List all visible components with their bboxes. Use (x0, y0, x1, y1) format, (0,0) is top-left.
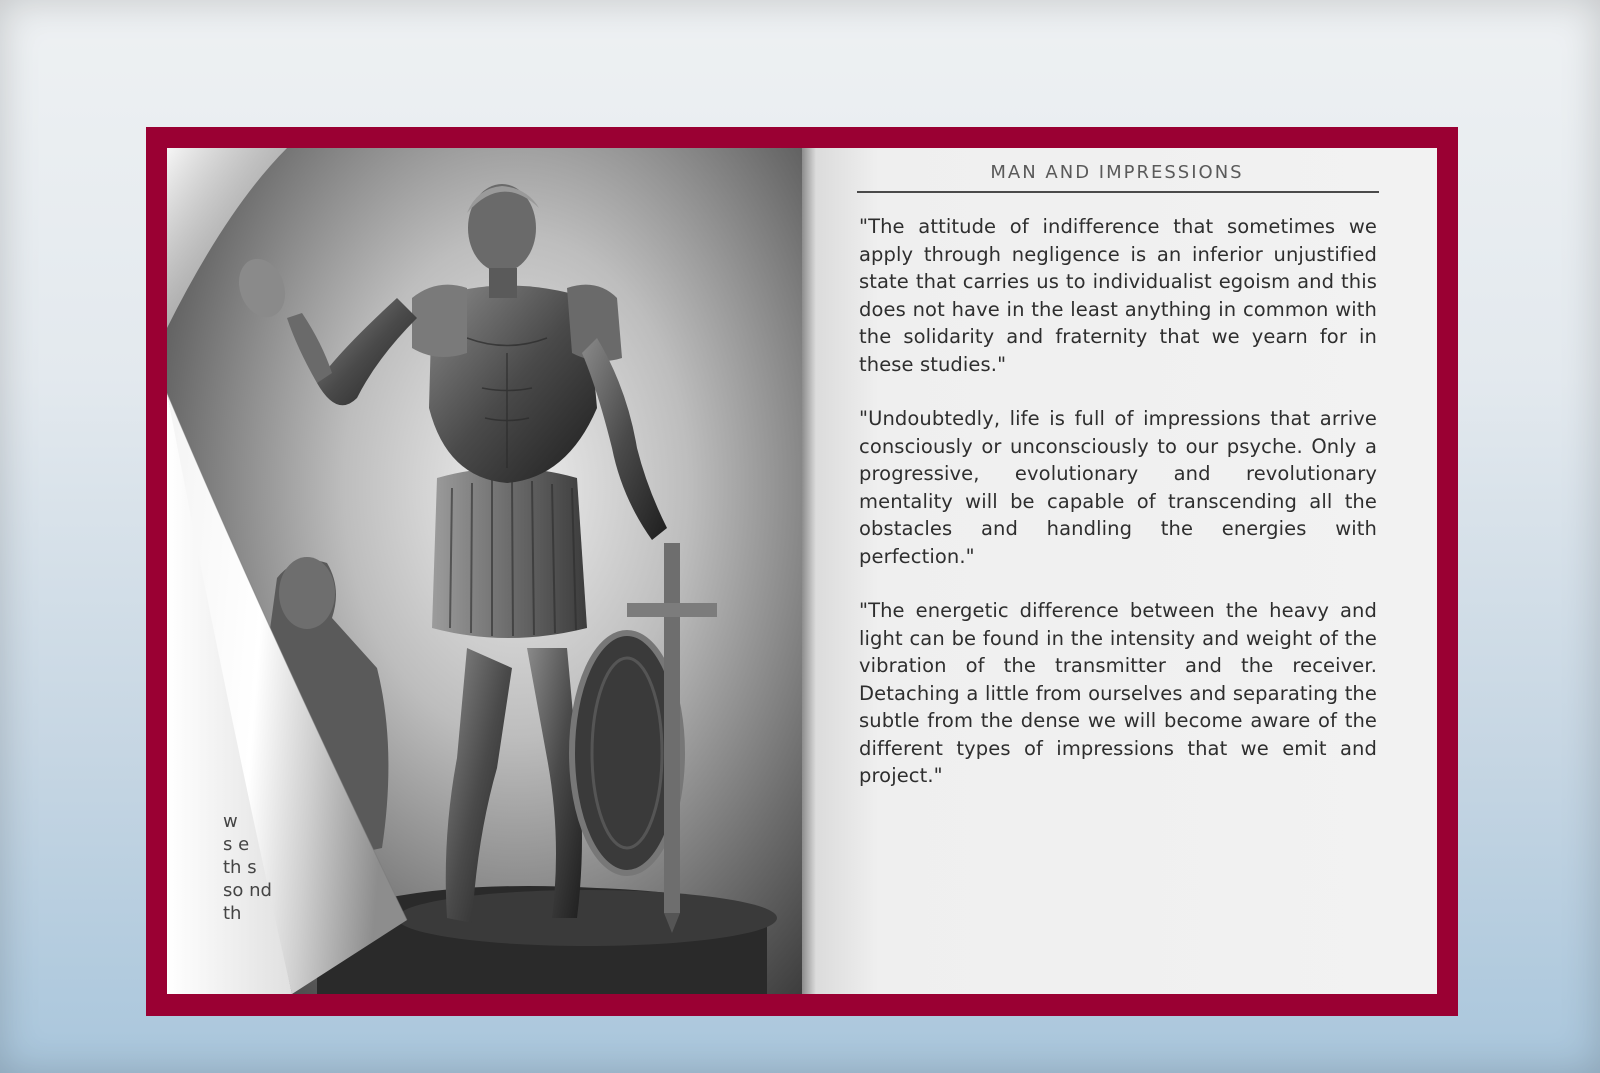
left-page[interactable] (167, 148, 802, 994)
flipbook-frame (146, 127, 1458, 1016)
quote-paragraph: "The energetic difference between the heavy and light can be found in the intensity and weight of the vibration of the transmitter and the receiver. Detaching a little from ourselves and separating the subtle from the dense we will become aware of the different types of impressions that we emit and project." (859, 599, 1377, 787)
title-divider (857, 191, 1379, 193)
book-spread (167, 148, 1437, 994)
page-title: MAN AND IMPRESSIONS (990, 162, 1244, 183)
quote-list (859, 213, 1377, 817)
book-gutter-shadow (802, 148, 816, 994)
quote-paragraph: "The attitude of indifference that sometimes we apply through negligence is an inferior unjustified state that carries us to individualist egoism and this does not have in the least anything in common with the solidarity and fraternity that we yearn for in these studies." (859, 215, 1377, 376)
right-page[interactable] (802, 148, 1437, 994)
next-page-text-fragment: w s e th s so nd th (223, 811, 272, 924)
quote-paragraph: "Undoubtedly, life is full of impressions that arrive consciously or unconsciously to our psyche. Only a progressive, evolutionary and revolutionary mentality will be capable of transcending all the obstacles and handling the energies with perfection." (859, 407, 1377, 568)
